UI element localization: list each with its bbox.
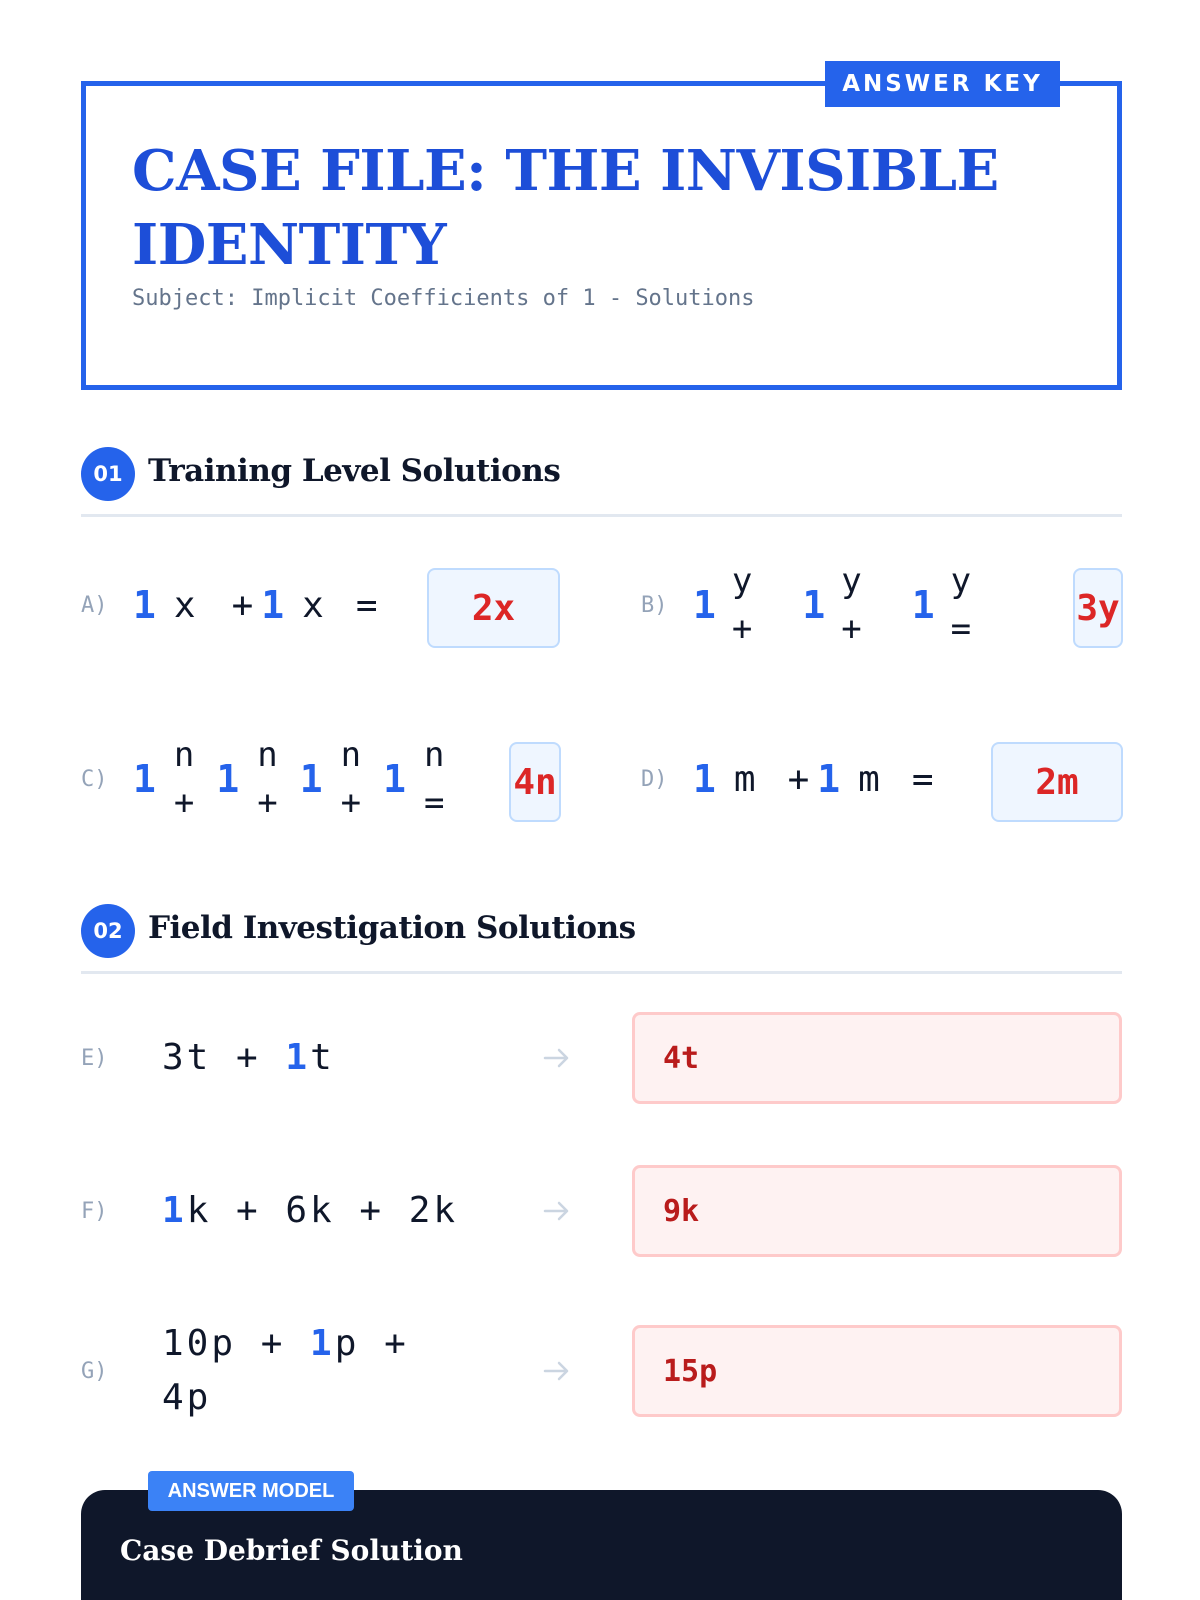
plus-sign: + xyxy=(257,783,278,823)
problem-label: E) xyxy=(81,1045,108,1071)
answer-box: 4n xyxy=(509,742,561,822)
plus-sign: + xyxy=(731,609,753,649)
implicit-coefficient: 1 xyxy=(162,1190,187,1231)
problem-label: D) xyxy=(641,766,668,792)
arrow-right-icon xyxy=(541,1325,573,1417)
plus-sign: + xyxy=(841,609,862,649)
variable: m xyxy=(733,758,756,800)
variable: n xyxy=(424,735,445,775)
problem-expression xyxy=(162,1012,482,1104)
implicit-coefficient: 1 xyxy=(310,1323,335,1364)
implicit-coefficient: 1 xyxy=(802,583,826,627)
expression-text: t xyxy=(310,1037,335,1078)
section-heading-training xyxy=(81,447,1122,517)
section-title: Training Level Solutions xyxy=(148,453,561,489)
case-file-header xyxy=(81,81,1122,390)
equals-sign: = xyxy=(911,758,934,800)
variable: n xyxy=(257,735,278,775)
equals-sign: = xyxy=(424,783,445,823)
section-heading-field xyxy=(81,904,1122,974)
answer-box: 4t xyxy=(632,1012,1122,1104)
variable: y xyxy=(841,561,862,601)
answer-box: 2x xyxy=(427,568,560,648)
variable: n xyxy=(173,735,195,775)
page-title: CASE FILE: THE INVISIBLE IDENTITY xyxy=(132,138,999,278)
variable: y xyxy=(950,561,972,601)
expression-text: k + 6k + 2k xyxy=(186,1190,459,1231)
variable: x xyxy=(173,584,196,626)
plus-sign: + xyxy=(231,584,254,626)
plus-sign: + xyxy=(173,783,195,823)
variable: n xyxy=(340,735,362,775)
implicit-coefficient: 1 xyxy=(693,757,716,801)
problem-label: B) xyxy=(641,592,668,618)
problem-expression xyxy=(162,1165,482,1257)
field-problem-f xyxy=(81,1165,1122,1257)
answer-model-badge: ANSWER MODEL xyxy=(148,1471,354,1511)
term-stack xyxy=(841,557,861,653)
problem-label: A) xyxy=(81,592,108,618)
plus-sign: + xyxy=(787,758,810,800)
answer-box: 2m xyxy=(991,742,1123,822)
problem-expression xyxy=(133,560,378,650)
variable: m xyxy=(858,758,880,800)
worksheet-page xyxy=(81,0,1125,1600)
problem-label: C) xyxy=(81,766,108,792)
problem-b xyxy=(641,560,1123,650)
plus-sign: + xyxy=(340,783,362,823)
debrief-title: Case Debrief Solution xyxy=(120,1534,463,1567)
implicit-coefficient: 1 xyxy=(133,757,156,801)
implicit-coefficient: 1 xyxy=(383,757,407,801)
section-number-badge: 02 xyxy=(81,904,135,958)
problem-expression xyxy=(693,560,971,650)
expression-text: 3t + xyxy=(162,1037,286,1078)
field-problem-e xyxy=(81,1012,1122,1104)
term-stack xyxy=(257,731,277,827)
problem-expression xyxy=(133,734,445,824)
term-stack xyxy=(174,731,194,827)
implicit-coefficient: 1 xyxy=(216,757,240,801)
arrow-right-icon xyxy=(541,1165,573,1257)
implicit-coefficient: 1 xyxy=(817,757,841,801)
expression-text: p + 4p xyxy=(162,1323,409,1418)
answer-box: 15p xyxy=(632,1325,1122,1417)
equals-sign: = xyxy=(355,584,378,626)
problem-a xyxy=(81,560,561,650)
problem-d xyxy=(641,734,1123,824)
case-subject: Subject: Implicit Coefficients of 1 - Solutions xyxy=(132,286,755,311)
implicit-coefficient: 1 xyxy=(693,583,716,627)
implicit-coefficient: 1 xyxy=(285,1037,311,1078)
answer-key-badge: ANSWER KEY xyxy=(825,61,1060,107)
problem-label: F) xyxy=(81,1198,108,1224)
term-stack xyxy=(732,557,752,653)
equals-sign: = xyxy=(950,609,972,649)
implicit-coefficient: 1 xyxy=(133,583,156,627)
term-stack xyxy=(951,557,971,653)
implicit-coefficient: 1 xyxy=(261,583,285,627)
problem-expression xyxy=(693,734,934,824)
arrow-right-icon xyxy=(541,1012,573,1104)
problem-label: G) xyxy=(81,1358,108,1384)
implicit-coefficient: 1 xyxy=(299,757,323,801)
implicit-coefficient: 1 xyxy=(911,583,935,627)
section-number-badge: 01 xyxy=(81,447,135,501)
answer-box: 3y xyxy=(1073,568,1123,648)
expression-text: 10p + xyxy=(162,1323,311,1364)
problem-expression xyxy=(162,1325,482,1417)
problem-c xyxy=(81,734,561,824)
term-stack xyxy=(424,731,444,827)
term-stack xyxy=(341,731,361,827)
section-title: Field Investigation Solutions xyxy=(148,910,636,946)
variable: y xyxy=(731,561,753,601)
field-problem-g xyxy=(81,1325,1122,1417)
answer-box: 9k xyxy=(632,1165,1122,1257)
variable: x xyxy=(302,584,324,626)
